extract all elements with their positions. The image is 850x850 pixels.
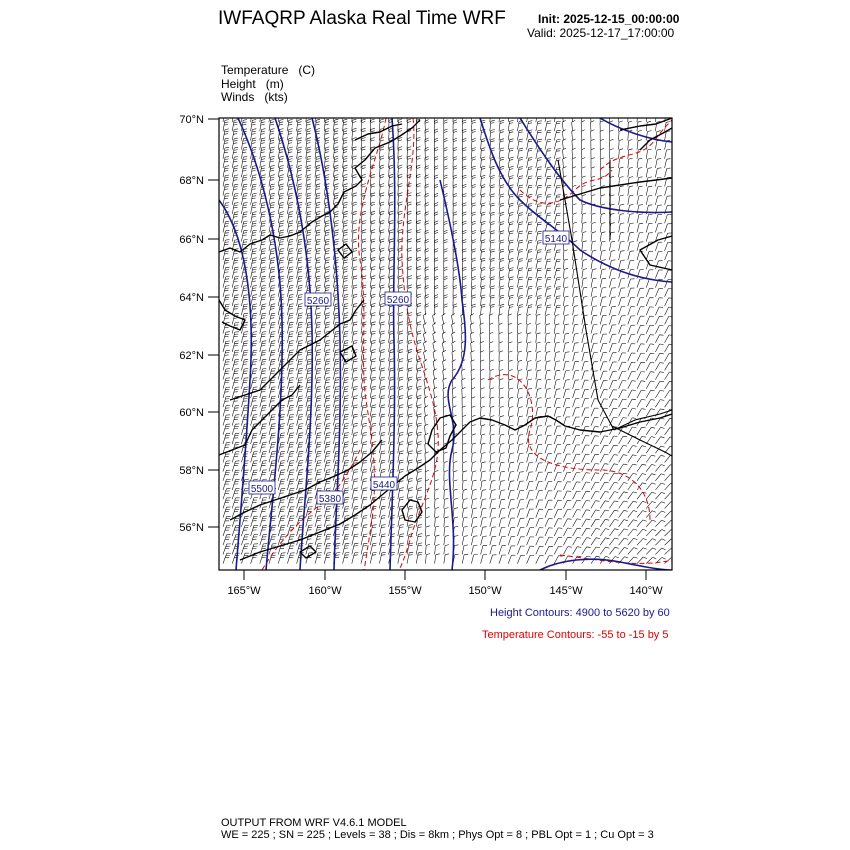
coastlines (219, 118, 672, 560)
valid-time: Valid: 2025-12-17_17:00:00 (527, 26, 675, 40)
height-label-5500: 5500 (250, 484, 274, 495)
lat-tick-label: 56°N (179, 522, 204, 534)
footer-config: WE = 225 ; SN = 225 ; Levels = 38 ; Dis = 8km ; Phys Opt = 8 ; PBL Opt = 1 ; Cu Opt = 3 (221, 829, 654, 841)
map-title: IWFAQRP Alaska Real Time WRF (218, 8, 506, 29)
lat-tick-label: 64°N (179, 292, 204, 304)
field-winds-name: Winds (221, 90, 255, 104)
field-temperature-name: Temperature (221, 63, 289, 77)
lon-tick-label: 160°W (308, 585, 342, 597)
temperature-contour-legend: Temperature Contours: -55 to -15 by 5 (482, 629, 669, 641)
field-winds-unit: (kts) (264, 90, 288, 104)
height-label-5140: 5140 (544, 234, 568, 245)
lon-tick-label: 150°W (468, 585, 502, 597)
field-height-name: Height (221, 77, 256, 91)
height-contour-legend: Height Contours: 4900 to 5620 by 60 (490, 607, 670, 619)
longitude-axis (227, 570, 663, 597)
lat-tick-label: 66°N (179, 234, 204, 246)
lat-tick-label: 60°N (179, 407, 204, 419)
footer-model: OUTPUT FROM WRF V4.6.1 MODEL (221, 817, 407, 829)
latitude-axis (179, 114, 219, 534)
lon-tick-label: 145°W (549, 585, 583, 597)
lat-tick-label: 68°N (179, 175, 204, 187)
height-label-5260-west: 5260 (306, 296, 330, 307)
field-height-unit: (m) (265, 77, 284, 91)
lat-tick-label: 58°N (179, 465, 204, 477)
field-temperature-unit: (C) (298, 63, 316, 77)
lon-tick-label: 165°W (227, 585, 261, 597)
height-label-5380: 5380 (318, 494, 342, 505)
wind-barbs (223, 110, 675, 564)
height-label-5260-east: 5260 (386, 295, 410, 306)
lat-tick-label: 70°N (179, 114, 204, 126)
height-label-5440: 5440 (372, 480, 396, 491)
lat-tick-label: 62°N (179, 350, 204, 362)
lon-tick-label: 140°W (629, 585, 663, 597)
lon-tick-label: 155°W (388, 585, 422, 597)
init-time: Init: 2025-12-15_00:00:00 (538, 12, 680, 26)
